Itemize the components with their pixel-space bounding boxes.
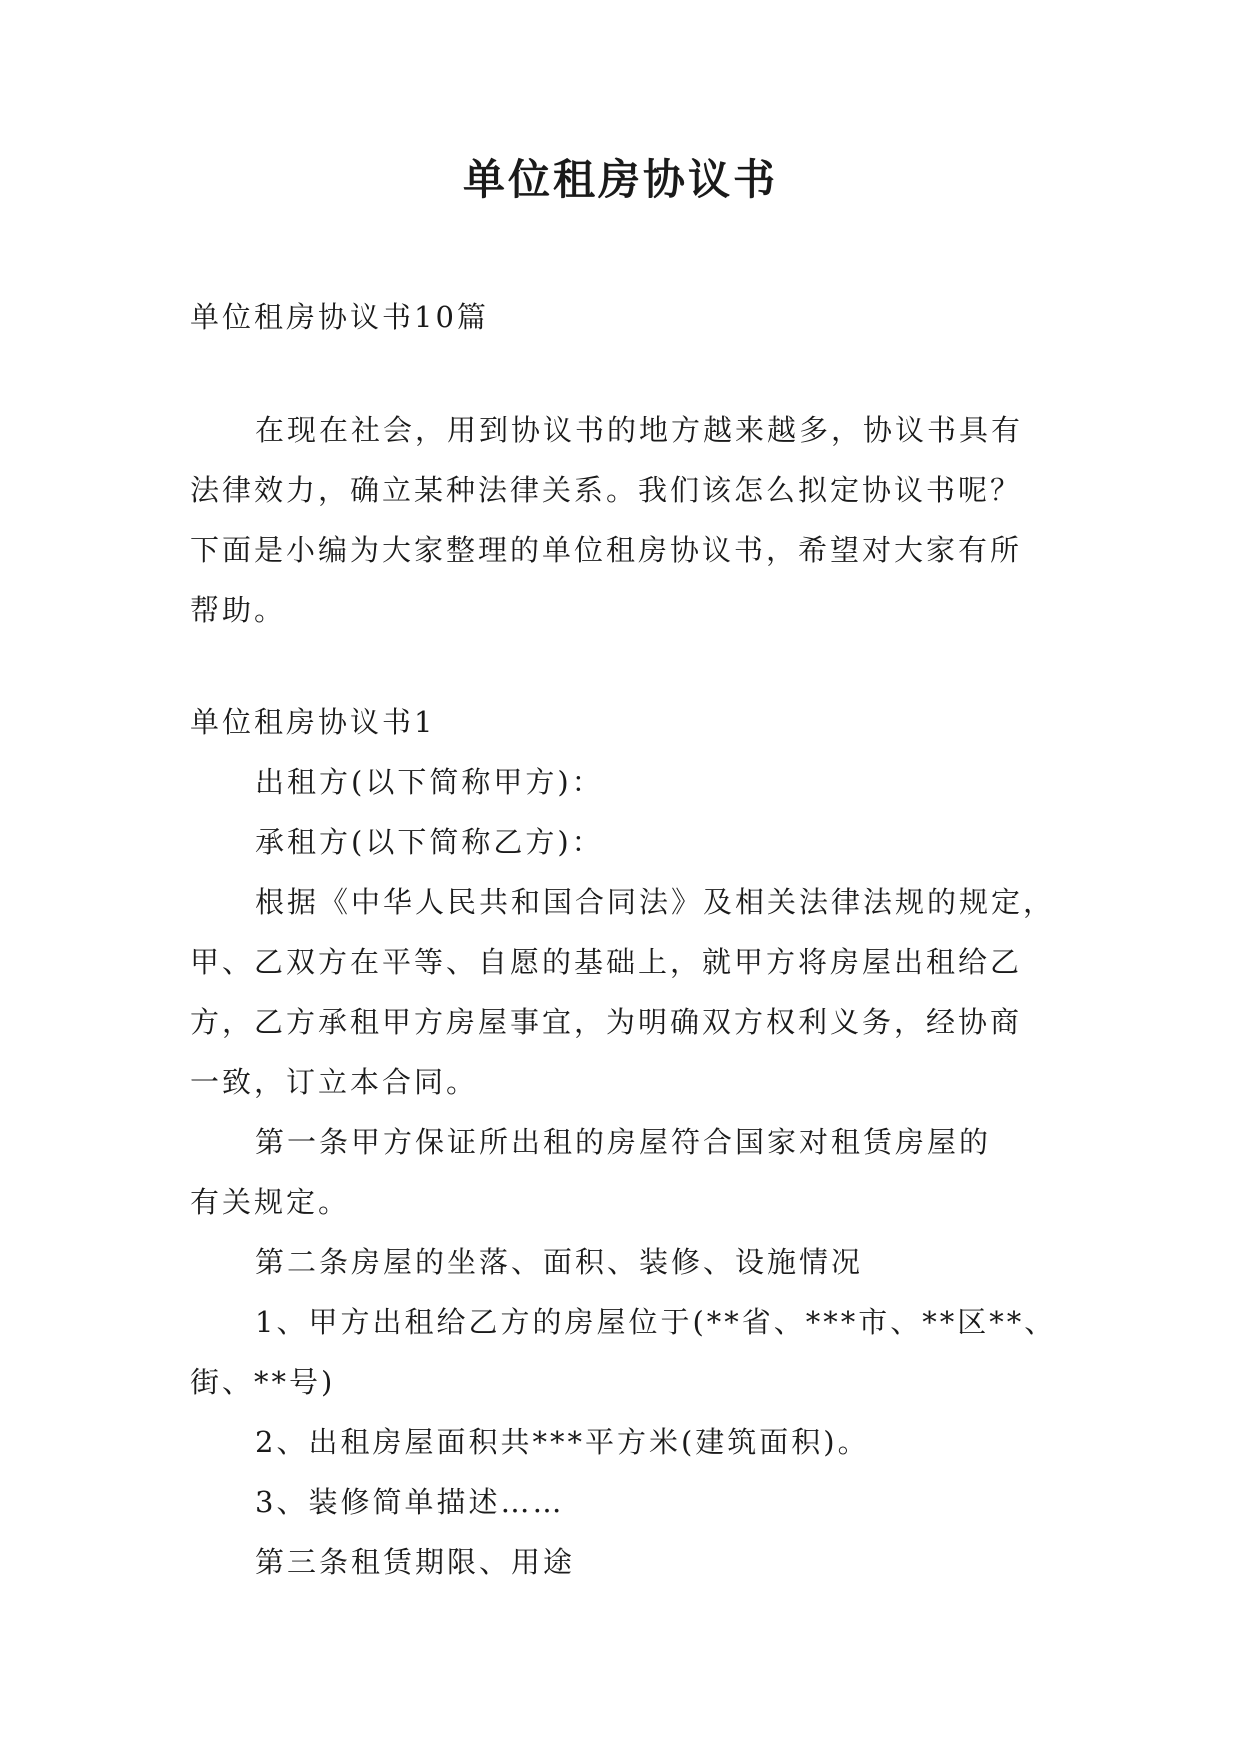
preamble-line-1: 根据《中华人民共和国合同法》及相关法律法规的规定， <box>255 885 1056 919</box>
preamble-line-2: 甲、乙双方在平等、自愿的基础上，就甲方将房屋出租给乙 <box>190 945 1023 979</box>
document-title: 单位租房协议书 <box>462 155 778 204</box>
article-1-line-1: 第一条甲方保证所出租的房屋符合国家对租赁房屋的 <box>255 1125 992 1159</box>
article-2-item-2: 2、出租房屋面积共***平方米(建筑面积)。 <box>255 1425 870 1459</box>
article-3-heading: 第三条租赁期限、用途 <box>255 1545 576 1579</box>
intro-paragraph-line-2: 法律效力，确立某种法律关系。我们该怎么拟定协议书呢？ <box>190 473 1023 507</box>
intro-paragraph-line-4: 帮助。 <box>190 593 287 627</box>
article-2-item-1-line-2: 街、**号) <box>190 1365 336 1399</box>
intro-paragraph-line-1: 在现在社会，用到协议书的地方越来越多，协议书具有 <box>255 413 1024 447</box>
section-heading: 单位租房协议书1 <box>190 705 436 739</box>
lessor-line: 出租方(以下简称甲方)： <box>255 765 604 799</box>
lessee-line: 承租方(以下简称乙方)： <box>255 825 604 859</box>
article-2-heading: 第二条房屋的坐落、面积、装修、设施情况 <box>255 1245 864 1279</box>
subtitle-line: 单位租房协议书10篇 <box>190 300 489 334</box>
preamble-line-4: 一致，订立本合同。 <box>190 1065 479 1099</box>
article-1-line-2: 有关规定。 <box>190 1185 351 1219</box>
article-2-item-1-line-1: 1、甲方出租给乙方的房屋位于(**省、***市、**区**、 <box>255 1305 1057 1339</box>
article-2-item-3: 3、装修简单描述…… <box>255 1485 565 1519</box>
preamble-line-3: 方，乙方承租甲方房屋事宜，为明确双方权利义务，经协商 <box>190 1005 1023 1039</box>
intro-paragraph-line-3: 下面是小编为大家整理的单位租房协议书，希望对大家有所 <box>190 533 1023 567</box>
